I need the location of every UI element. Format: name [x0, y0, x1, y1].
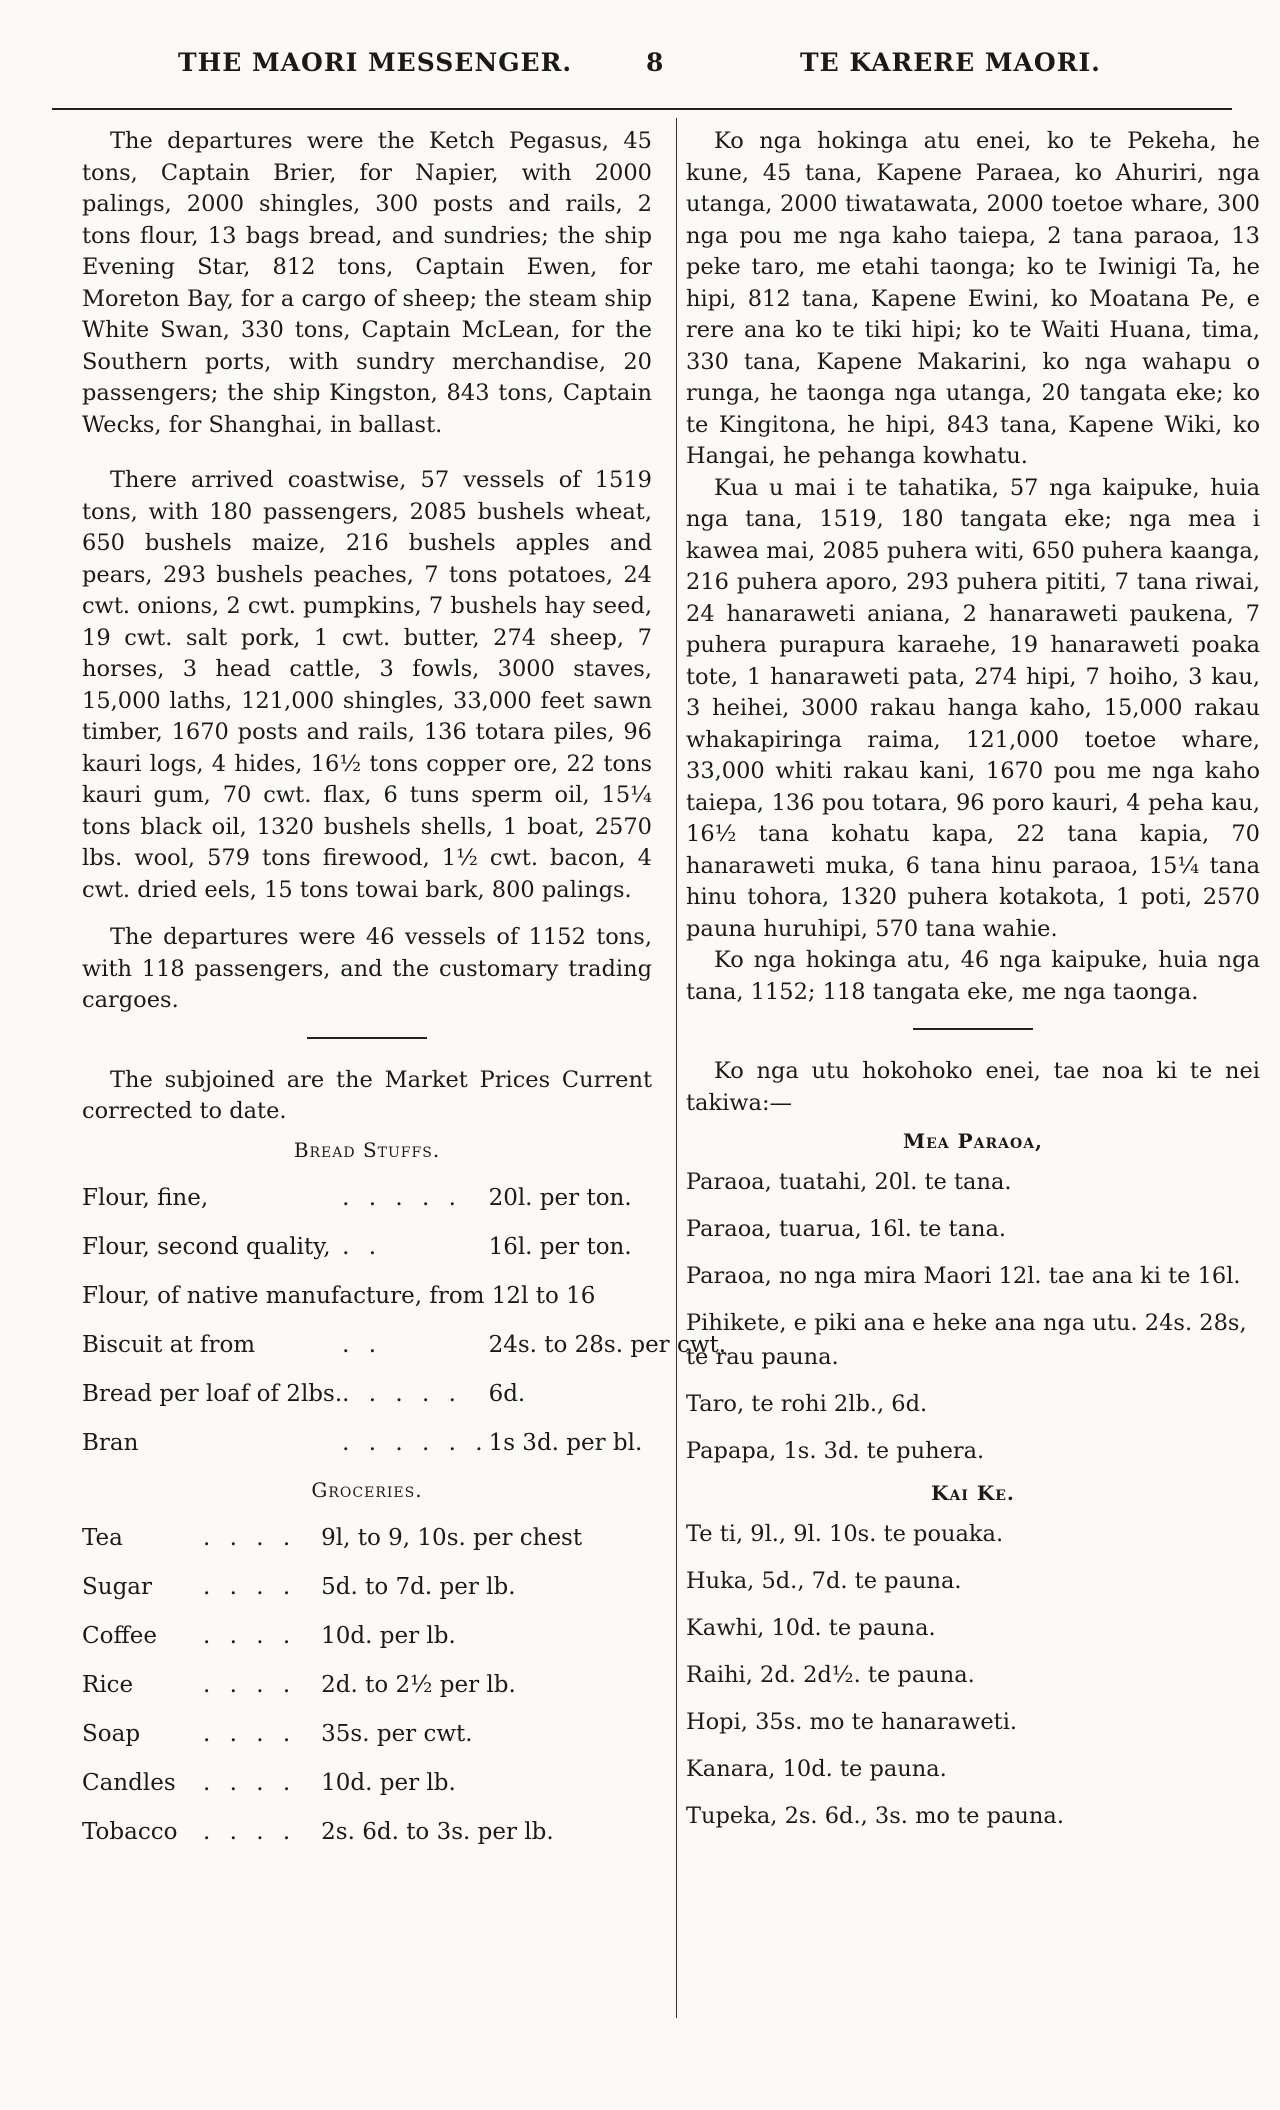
departures-paragraph: The departures were the Ketch Pegasus, 45 tons, Captain Brier, for Napier, with 2000 palings, 2000 shingles, 300 posts and rails, 2 tons flour, 13 bags bread, and sundries; the ship Evening Star, 812 tons, Captain Ewen, for Moreton Bay, for a cargo of sheep; the steam ship White Swan, 330 tons, Captain McLean, for the Southern ports, with sundry merchandise, 20 passengers; the ship Kingston, 843 tons, Captain Wecks, for Shanghai, in ballast.: [82, 128, 652, 438]
list-item: Paraoa, no nga mira Maori 12l. tae ana ki te 16l.: [686, 1263, 1241, 1289]
table-row: [82, 1370, 726, 1419]
header-right-title: TE KARERE MAORI.: [800, 48, 1101, 77]
table-row: [82, 1710, 652, 1759]
list-item: Papapa, 1s. 3d. te puhera.: [686, 1438, 985, 1464]
column-divider: [676, 118, 677, 2018]
item-price: 5d. to 7d. per lb.: [321, 1574, 516, 1600]
market-prices-intro-maori: Ko nga utu hokohoko enei, tae noa ki te nei takiwa:—: [686, 1058, 1260, 1116]
groceries-price-list-maori: [686, 1517, 1260, 1833]
groceries-price-table: [82, 1514, 652, 1857]
leader-dots: . .: [342, 1332, 383, 1358]
item-name: Rice: [82, 1672, 134, 1698]
bread-price-table: [82, 1174, 726, 1468]
table-row: [82, 1514, 652, 1563]
page-header: [0, 48, 1280, 88]
item-price: 16l. per ton.: [488, 1234, 632, 1260]
page-number: 8: [646, 48, 665, 77]
item-price: 9l, to 9, 10s. per chest: [321, 1525, 583, 1551]
market-prices-intro: The subjoined are the Market Prices Current corrected to date.: [82, 1066, 652, 1124]
table-row: [82, 1563, 652, 1612]
item-name: Flour, of native manufacture, from 12l to 16: [82, 1283, 596, 1309]
table-row: [82, 1321, 726, 1370]
list-item: Kanara, 10d. te pauna.: [686, 1756, 947, 1782]
leader-dots: . . . .: [203, 1672, 297, 1698]
list-item: Te ti, 9l., 9l. 10s. te pouaka.: [686, 1521, 1004, 1547]
item-name: Flour, second quality,: [82, 1234, 331, 1260]
leader-dots: . . . .: [203, 1819, 297, 1845]
table-row: [82, 1272, 726, 1321]
item-price: 35s. per cwt.: [321, 1721, 473, 1747]
item-name: Soap: [82, 1721, 141, 1747]
leader-dots: . . . . .: [342, 1381, 462, 1407]
list-item: Pihikete, e piki ana e heke ana nga utu. 24s. 28s, te rau pauna.: [686, 1310, 1247, 1370]
arrivals-paragraph: There arrived coastwise, 57 vessels of 1519 tons, with 180 passengers, 2085 bushels wheat, 650 bushels maize, 216 bushels apples and pears, 293 bushels peaches, 7 tons potatoes, 24 cwt. onions, 2 cwt. pumpkins, 7 bushels hay seed, 19 cwt. salt pork, 1 cwt. butter, 274 sheep, 7 horses, 3 head cattle, 3 fowls, 3000 staves, 15,000 laths, 121,000 shingles, 33,000 feet sawn timber, 1670 posts and rails, 136 totara piles, 96 kauri logs, 4 hides, 16½ tons copper ore, 22 tons kauri gum, 70 cwt. flax, 6 tuns sperm oil, 15¼ tons black oil, 1320 bushels shells, 1 boat, 2570 lbs. wool, 579 tons firewood, 1½ cwt. bacon, 4 cwt. dried eels, 15 tons towai bark, 800 palings.: [82, 467, 652, 903]
item-name: Candles: [82, 1770, 176, 1796]
table-row: [82, 1419, 726, 1468]
table-row: [82, 1612, 652, 1661]
mea-paraoa-heading: Mea Paraoa,: [902, 1129, 1044, 1153]
item-price: 6d.: [488, 1381, 526, 1407]
bread-price-list-maori: [686, 1165, 1260, 1468]
arrivals-paragraph-maori: Kua u mai i te tahatika, 57 nga kaipuke, huia nga tana, 1519, 180 tangata eke; nga mea i kawea mai, 2085 puhera witi, 650 puhera kaanga, 216 puhera aporo, 293 puhera pititi, 7 tana riwai, 24 hanaraweti aniana, 2 hanaraweti paukena, 7 puhera purapura karaehe, 19 hanaraweti poaka tote, 1 hanaraweti pata, 274 hipi, 7 hoiho, 3 kau, 3 heihei, 3000 rakau hanga kaho, 15,000 rakau whakapiringa raima, 121,000 toetoe whare, 33,000 whiti rakau kani, 1670 pou me nga kaho taiepa, 136 pou totara, 96 poro kauri, 4 peha kau, 16½ tana kohatu kapa, 22 tana kapia, 70 hanaraweti muka, 6 tana hinu paraoa, 15¼ tana hinu tohora, 1320 puhera kotakota, 1 poti, 2570 pauna huruhipi, 570 tana wahie.: [686, 474, 1260, 942]
header-rule: [52, 108, 1232, 110]
item-name: Sugar: [82, 1574, 152, 1600]
list-item: Paraoa, tuatahi, 20l. te tana.: [686, 1169, 1012, 1195]
item-name: Biscuit at from: [82, 1332, 256, 1358]
departures-paragraph-maori: Ko nga hokinga atu enei, ko te Pekeha, he kune, 45 tana, Kapene Paraea, ko Ahuriri, nga utanga, 2000 tiwatawata, 2000 toetoe whare, 300 nga pou me nga kaho taiepa, 2 tana paraoa, 13 peke taro, me etahi taonga; ko te Iwinigi Ta, he hipi, 812 tana, Kapene Ewini, ko Moatana Pe, e rere ana ko te tiki hipi; ko te Waiti Huana, tima, 330 tana, Kapene Makarini, ko nga wahapu o runga, he taonga nga utanga, 20 tangata eke; ko te Kingitona, he hipi, 843 tana, Kapene Wiki, ko Hangai, he pehanga kowhatu.: [686, 128, 1260, 469]
section-rule: [307, 1037, 427, 1039]
list-item: Raihi, 2d. 2d½. te pauna.: [686, 1662, 975, 1688]
item-name: Tea: [82, 1525, 123, 1551]
bread-stuffs-heading: Bread Stuffs.: [293, 1137, 441, 1162]
item-price: 10d. per lb.: [321, 1770, 456, 1796]
header-left-title: THE MAORI MESSENGER.: [178, 48, 573, 77]
leader-dots: . . . . .: [342, 1185, 462, 1211]
item-price: 1s 3d. per bl.: [488, 1430, 643, 1456]
leader-dots: . . . . . .: [342, 1430, 489, 1456]
item-name: Flour, fine,: [82, 1185, 209, 1211]
leader-dots: . . . .: [203, 1525, 297, 1551]
departures-summary-paragraph: The departures were 46 vessels of 1152 tons, with 118 passengers, and the customary trading cargoes.: [82, 924, 652, 1013]
table-row: [82, 1174, 726, 1223]
list-item: Taro, te rohi 2lb., 6d.: [686, 1391, 928, 1417]
item-name: Tobacco: [82, 1819, 178, 1845]
list-item: Paraoa, tuarua, 16l. te tana.: [686, 1216, 1007, 1242]
item-price: 2s. 6d. to 3s. per lb.: [321, 1819, 554, 1845]
list-item: Kawhi, 10d. te pauna.: [686, 1615, 936, 1641]
table-row: [82, 1661, 652, 1710]
item-price: 24s. to 28s. per cwt.: [488, 1332, 727, 1358]
list-item: Tupeka, 2s. 6d., 3s. mo te pauna.: [686, 1803, 1064, 1829]
table-row: [82, 1808, 652, 1857]
maori-column: [686, 126, 1260, 1846]
groceries-heading: Groceries.: [311, 1477, 423, 1502]
leader-dots: . . . .: [203, 1623, 297, 1649]
item-name: Coffee: [82, 1623, 158, 1649]
leader-dots: . . . .: [203, 1574, 297, 1600]
english-column: [82, 126, 727, 1857]
item-name: Bread per loaf of 2lbs.: [82, 1381, 343, 1407]
leader-dots: . .: [342, 1234, 383, 1260]
item-price: 20l. per ton.: [488, 1185, 632, 1211]
list-item: Hopi, 35s. mo te hanaraweti.: [686, 1709, 1018, 1735]
leader-dots: . . . .: [203, 1721, 297, 1747]
leader-dots: . . . .: [203, 1770, 297, 1796]
table-row: [82, 1759, 652, 1808]
table-row: [82, 1223, 726, 1272]
item-name: Bran: [82, 1430, 139, 1456]
item-price: 2d. to 2½ per lb.: [321, 1672, 516, 1698]
section-rule: [913, 1028, 1033, 1030]
list-item: Huka, 5d., 7d. te pauna.: [686, 1568, 962, 1594]
item-price: 10d. per lb.: [321, 1623, 456, 1649]
departures-summary-maori: Ko nga hokinga atu, 46 nga kaipuke, huia nga tana, 1152; 118 tangata eke, me nga taonga.: [686, 947, 1260, 1005]
kai-ke-heading: Kai Ke.: [931, 1481, 1015, 1505]
